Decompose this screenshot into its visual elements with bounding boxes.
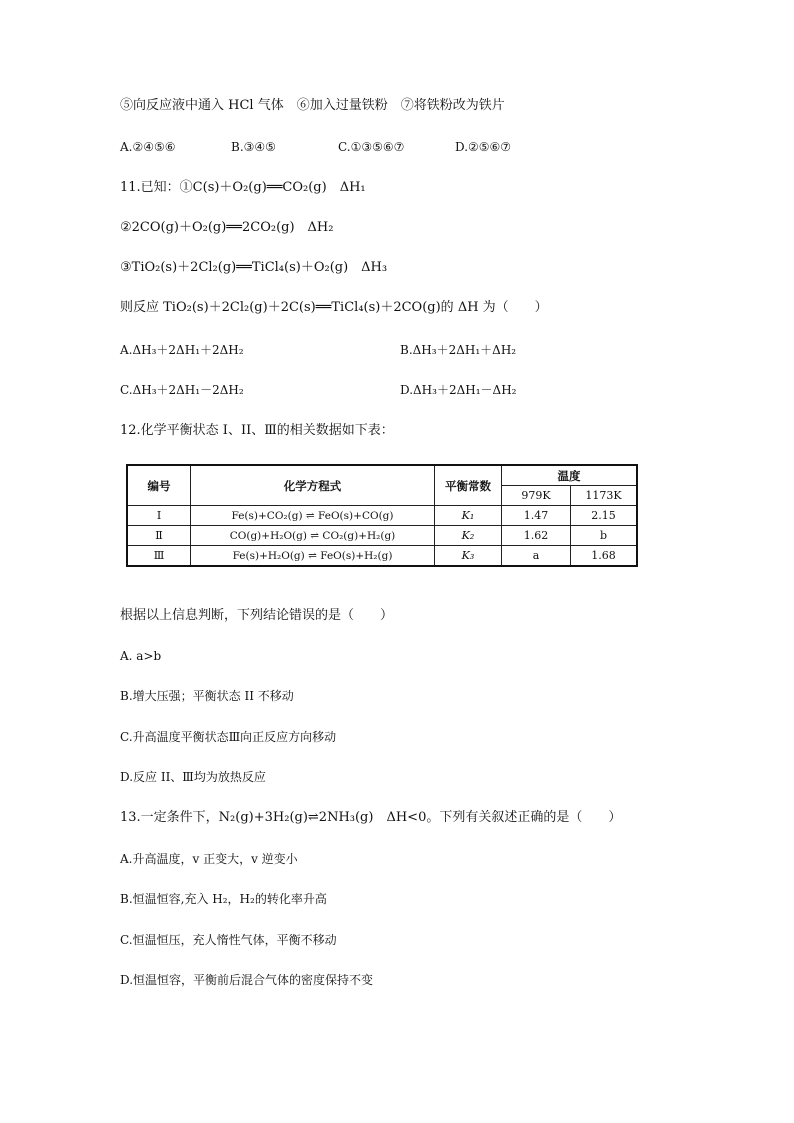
header-temp-1173k: 1173K bbox=[571, 486, 638, 506]
q11-question: 则反应 TiO₂(s)＋2Cl₂(g)＋2C(s)══TiCl₄(s)＋2CO(g)的 ΔH 为（ ） bbox=[120, 300, 548, 315]
q12-question: 根据以上信息判断，下列结论错误的是（ ） bbox=[120, 608, 394, 623]
q13-title: 13.一定条件下，N₂(g)+3H₂(g)⇌2NH₃(g) ΔH<0。下列有关叙述正确的是（ ） bbox=[120, 810, 622, 825]
q11-option-a: A.ΔH₃＋2ΔH₁＋2ΔH₂ bbox=[120, 343, 244, 357]
row-number: Ⅱ bbox=[127, 526, 191, 546]
row-value-1173k: b bbox=[571, 526, 638, 546]
row-constant: K₃ bbox=[435, 546, 502, 567]
q11-equation-3: ③TiO₂(s)＋2Cl₂(g)══TiCl₄(s)＋O₂(g) ΔH₃ bbox=[120, 260, 388, 275]
row-value-979k: a bbox=[502, 546, 571, 567]
q10-option-b: B.③④⑤ bbox=[231, 140, 276, 154]
q11-option-d: D.ΔH₃＋2ΔH₁－ΔH₂ bbox=[400, 383, 517, 397]
header-temperature: 温度 bbox=[502, 465, 638, 486]
row-value-1173k: 1.68 bbox=[571, 546, 638, 567]
q11-title: 11.已知：①C(s)＋O₂(g)══CO₂(g) ΔH₁ bbox=[120, 180, 366, 195]
row-equation: Fe(s)+CO₂(g) ⇌ FeO(s)+CO(g) bbox=[191, 506, 435, 526]
equilibrium-data-table bbox=[126, 464, 638, 567]
row-value-1173k: 2.15 bbox=[571, 506, 638, 526]
q12-option-c: C.升高温度平衡状态Ⅲ向正反应方向移动 bbox=[120, 730, 337, 744]
q10-option-d: D.②⑤⑥⑦ bbox=[455, 140, 512, 154]
row-equation: CO(g)+H₂O(g) ⇌ CO₂(g)+H₂(g) bbox=[191, 526, 435, 546]
table-row bbox=[127, 506, 637, 526]
row-number: Ⅲ bbox=[127, 546, 191, 567]
row-number: Ⅰ bbox=[127, 506, 191, 526]
q13-option-d: D.恒温恒容，平衡前后混合气体的密度保持不变 bbox=[120, 973, 374, 987]
q12-title: 12.化学平衡状态 I、II、Ⅲ的相关数据如下表： bbox=[120, 423, 394, 438]
q11-equation-2: ②2CO(g)＋O₂(g)══2CO₂(g) ΔH₂ bbox=[120, 220, 334, 235]
q10-option-a: A.②④⑤⑥ bbox=[120, 140, 176, 154]
header-number: 编号 bbox=[127, 465, 191, 506]
q11-option-c: C.ΔH₃＋2ΔH₁－2ΔH₂ bbox=[120, 383, 244, 397]
q10-continuation: ⑤向反应液中通入 HCl 气体 ⑥加入过量铁粉 ⑦将铁粉改为铁片 bbox=[120, 98, 505, 113]
q12-option-a: A. a>b bbox=[120, 649, 162, 663]
q13-option-b: B.恒温恒容,充入 H₂，H₂的转化率升高 bbox=[120, 892, 327, 906]
q10-option-c: C.①③⑤⑥⑦ bbox=[338, 140, 405, 154]
q13-option-a: A.升高温度，v 正变大，v 逆变小 bbox=[120, 852, 298, 866]
q12-option-d: D.反应 II、Ⅲ均为放热反应 bbox=[120, 770, 266, 784]
row-value-979k: 1.62 bbox=[502, 526, 571, 546]
header-temp-979k: 979K bbox=[502, 486, 571, 506]
header-equation: 化学方程式 bbox=[191, 465, 435, 506]
table-row bbox=[127, 546, 637, 567]
row-constant: K₁ bbox=[435, 506, 502, 526]
row-equation: Fe(s)+H₂O(g) ⇌ FeO(s)+H₂(g) bbox=[191, 546, 435, 567]
row-constant: K₂ bbox=[435, 526, 502, 546]
q13-option-c: C.恒温恒压，充人惰性气体，平衡不移动 bbox=[120, 933, 337, 947]
q12-option-b: B.增大压强；平衡状态 II 不移动 bbox=[120, 689, 294, 703]
row-value-979k: 1.47 bbox=[502, 506, 571, 526]
table-row bbox=[127, 526, 637, 546]
q11-option-b: B.ΔH₃＋2ΔH₁＋ΔH₂ bbox=[400, 343, 517, 357]
header-constant: 平衡常数 bbox=[435, 465, 502, 506]
